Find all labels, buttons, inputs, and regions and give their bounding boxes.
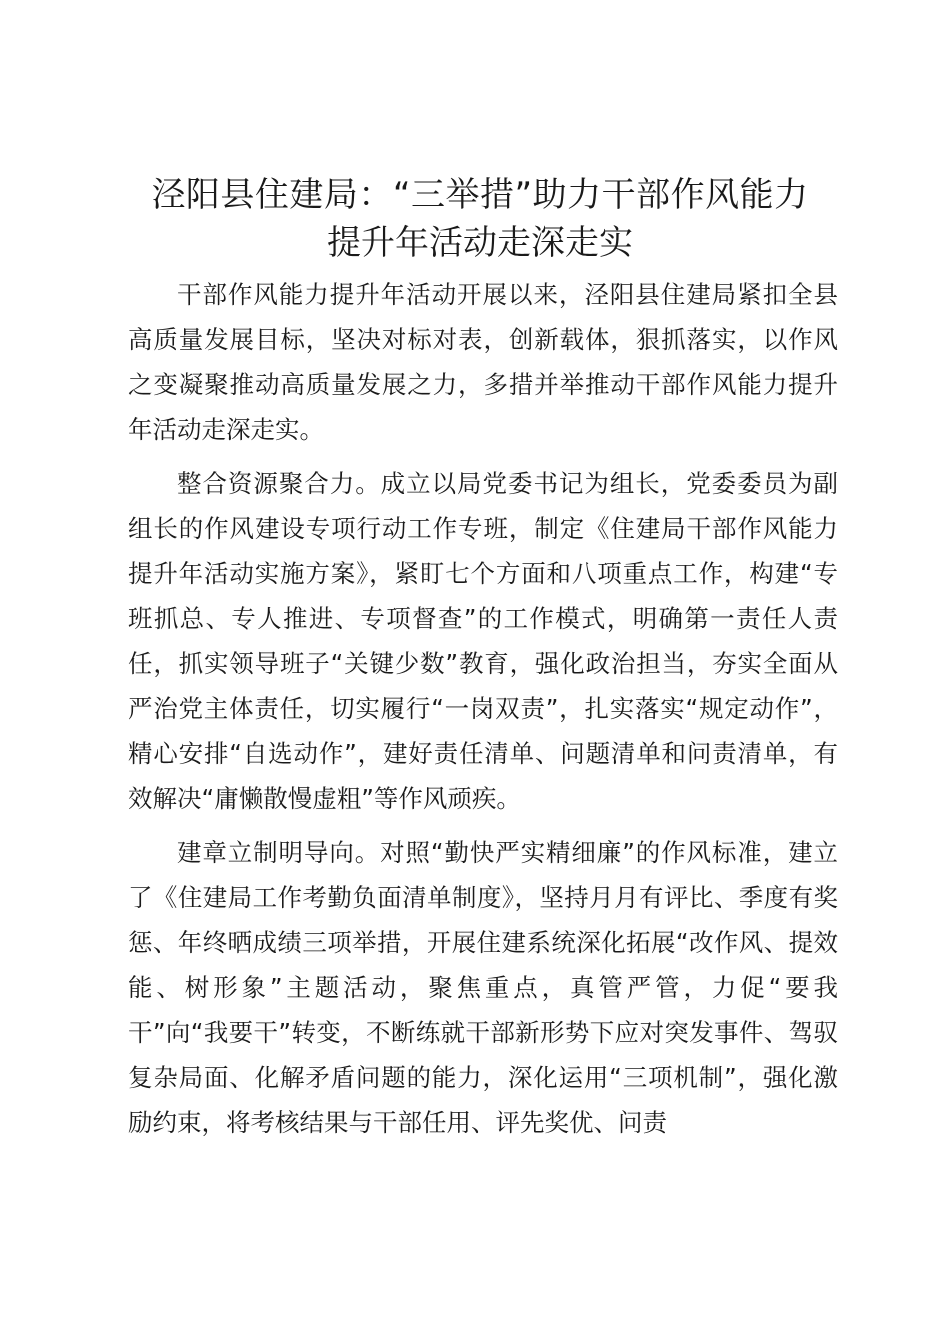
paragraph-intro: 干部作风能力提升年活动开展以来，泾阳县住建局紧扣全县高质量发展目标，坚决对标对表，创新载体，狠抓落实，以作风之变凝聚推动高质量发展之力，多措并举推动干部作风能力提升年活动走深走实。 xyxy=(128,280,838,444)
document-title-line-2: 提升年活动走深走实 xyxy=(327,223,633,263)
document-body xyxy=(128,272,838,1154)
document-title-line-1: 泾阳县住建局：“三举措”助力干部作风能力 xyxy=(151,175,809,215)
paragraph-rules-guidance: 建章立制明导向。对照“勤快严实精细廉”的作风标准，建立了《住建局工作考勤负面清单制度》，坚持月月有评比、季度有奖惩、年终晒成绩三项举措，开展住建系统深化拓展“改作风、提效能、树形象”主题活动，聚焦重点，真管严管，力促“要我干”向“我要干”转变，不断练就干部新形势下应对突发事件、驾驭复杂局面、化解矛盾问题的能力，深化运用“三项机制”，强化激励约束，将考核结果与干部任用、评先奖优、问责 xyxy=(128,838,838,1137)
paragraph-integrate-resources: 整合资源聚合力。成立以局党委书记为组长，党委委员为副组长的作风建设专项行动工作专班，制定《住建局干部作风能力提升年活动实施方案》，紧盯七个方面和八项重点工作，构建“专班抓总、专人推进、专项督查”的工作模式，明确第一责任人责任，抓实领导班子“关键少数”教育，强化政治担当，夯实全面从严治党主体责任，切实履行“一岗双责”，扎实落实“规定动作”，精心安排“自选动作”，建好责任清单、问题清单和问责清单，有效解决“庸懒散慢虚粗”等作风顽疾。 xyxy=(128,469,838,813)
